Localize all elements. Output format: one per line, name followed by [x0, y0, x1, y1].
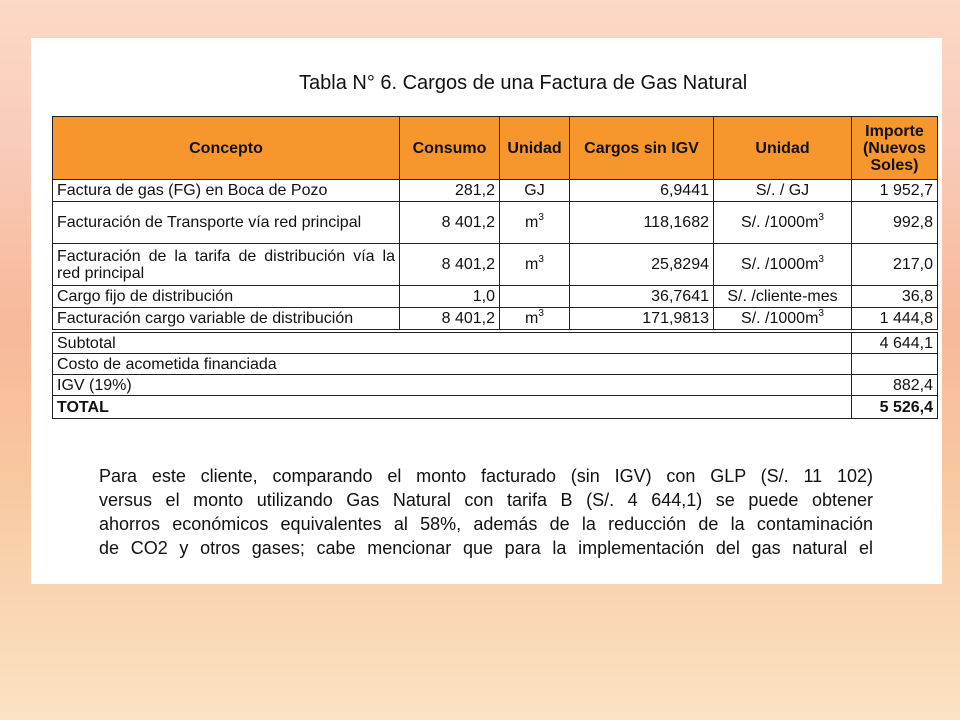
header-consumo: Consumo: [400, 117, 500, 180]
summary-label: IGV (19%): [53, 375, 852, 396]
unit-exponent: 3: [818, 253, 824, 265]
unit-text: S/. /1000m: [741, 214, 819, 231]
summary-label: Costo de acometida financiada: [53, 354, 852, 375]
summary-value: [852, 354, 938, 375]
unit-exponent: 3: [538, 307, 544, 319]
cell-concepto: Cargo fijo de distribución: [53, 286, 400, 308]
table-row: [53, 180, 938, 202]
cell-importe: 1 952,7: [852, 180, 938, 202]
unit-text: S/. /1000m: [741, 310, 819, 327]
unit-text: S/. /1000m: [741, 256, 819, 273]
gas-invoice-table: [52, 116, 938, 419]
cell-unidad: [500, 244, 570, 286]
header-importe-line2: (Nuevos: [862, 139, 927, 157]
total-value: 5 526,4: [852, 396, 938, 419]
total-label: TOTAL: [53, 396, 852, 419]
cell-consumo: 281,2: [400, 180, 500, 202]
header-unidad-cargo: Unidad: [714, 117, 852, 180]
cell-unidad: [500, 180, 570, 202]
cell-concepto: Facturación de Transporte vía red principal: [53, 202, 400, 244]
cell-unidad: [500, 286, 570, 308]
total-row: [53, 396, 938, 419]
cell-cargo: 36,7641: [570, 286, 714, 308]
unit-text: S/. / GJ: [755, 182, 810, 199]
cell-consumo: 8 401,2: [400, 308, 500, 330]
unit-text: GJ: [524, 182, 545, 199]
unit-exponent: 3: [818, 211, 824, 223]
unit-exponent: 3: [538, 211, 544, 223]
table-title: Tabla N° 6. Cargos de una Factura de Gas Natural: [299, 72, 748, 94]
cell-importe: 1 444,8: [852, 308, 938, 330]
header-unidad: Unidad: [500, 117, 570, 180]
header-importe: [852, 117, 938, 180]
cell-importe: 36,8: [852, 286, 938, 308]
unit-exponent: 3: [538, 253, 544, 265]
slide-page: [31, 38, 942, 584]
cell-cargo: 118,1682: [570, 202, 714, 244]
cell-consumo: 1,0: [400, 286, 500, 308]
unit-text: m: [525, 310, 539, 327]
paragraph-line: versus el monto utilizando Gas Natural con tarifa B (S/. 4 644,1) se puede obtener: [99, 490, 873, 510]
summary-value: 4 644,1: [852, 333, 938, 354]
cell-unidad-cargo: [714, 244, 852, 286]
unit-text: m: [525, 256, 539, 273]
header-importe-line1: Importe: [865, 122, 924, 140]
cell-unidad: [500, 202, 570, 244]
cell-importe: 992,8: [852, 202, 938, 244]
cell-concepto: Facturación cargo variable de distribución: [53, 308, 400, 330]
cell-consumo: 8 401,2: [400, 202, 500, 244]
cell-concepto: Factura de gas (FG) en Boca de Pozo: [53, 180, 400, 202]
header-importe-line3: Soles): [870, 156, 919, 174]
header-cargos-sin-igv: Cargos sin IGV: [570, 117, 714, 180]
cell-unidad: [500, 308, 570, 330]
unit-text: m: [525, 214, 539, 231]
summary-value: 882,4: [852, 375, 938, 396]
table-row: [53, 286, 938, 308]
cell-cargo: 171,9813: [570, 308, 714, 330]
cell-unidad-cargo: [714, 180, 852, 202]
header-concepto: Concepto: [53, 117, 400, 180]
unit-text: S/. /cliente-mes: [727, 288, 838, 305]
cell-unidad-cargo: [714, 202, 852, 244]
paragraph-line: ahorros económicos equivalentes al 58%, además de la reducción de la contaminación: [99, 514, 873, 534]
unit-exponent: 3: [818, 307, 824, 319]
table-row: [53, 244, 938, 286]
cell-consumo: 8 401,2: [400, 244, 500, 286]
summary-row: [53, 375, 938, 396]
summary-row: [53, 354, 938, 375]
table-header-row: [53, 117, 938, 180]
table-row: [53, 308, 938, 330]
summary-row: [53, 333, 938, 354]
table-row: [53, 202, 938, 244]
paragraph-line: de CO2 y otros gases; cabe mencionar que para la implementación del gas natural el: [99, 538, 873, 558]
cell-unidad-cargo: [714, 286, 852, 308]
summary-label: Subtotal: [53, 333, 852, 354]
cell-unidad-cargo: [714, 308, 852, 330]
body-paragraph: [99, 464, 873, 560]
cell-cargo: 6,9441: [570, 180, 714, 202]
cell-importe: 217,0: [852, 244, 938, 286]
cell-cargo: 25,8294: [570, 244, 714, 286]
cell-concepto: Facturación de la tarifa de distribución vía la red principal: [53, 244, 400, 286]
paragraph-line: Para este cliente, comparando el monto facturado (sin IGV) con GLP (S/. 11 102): [99, 466, 873, 486]
